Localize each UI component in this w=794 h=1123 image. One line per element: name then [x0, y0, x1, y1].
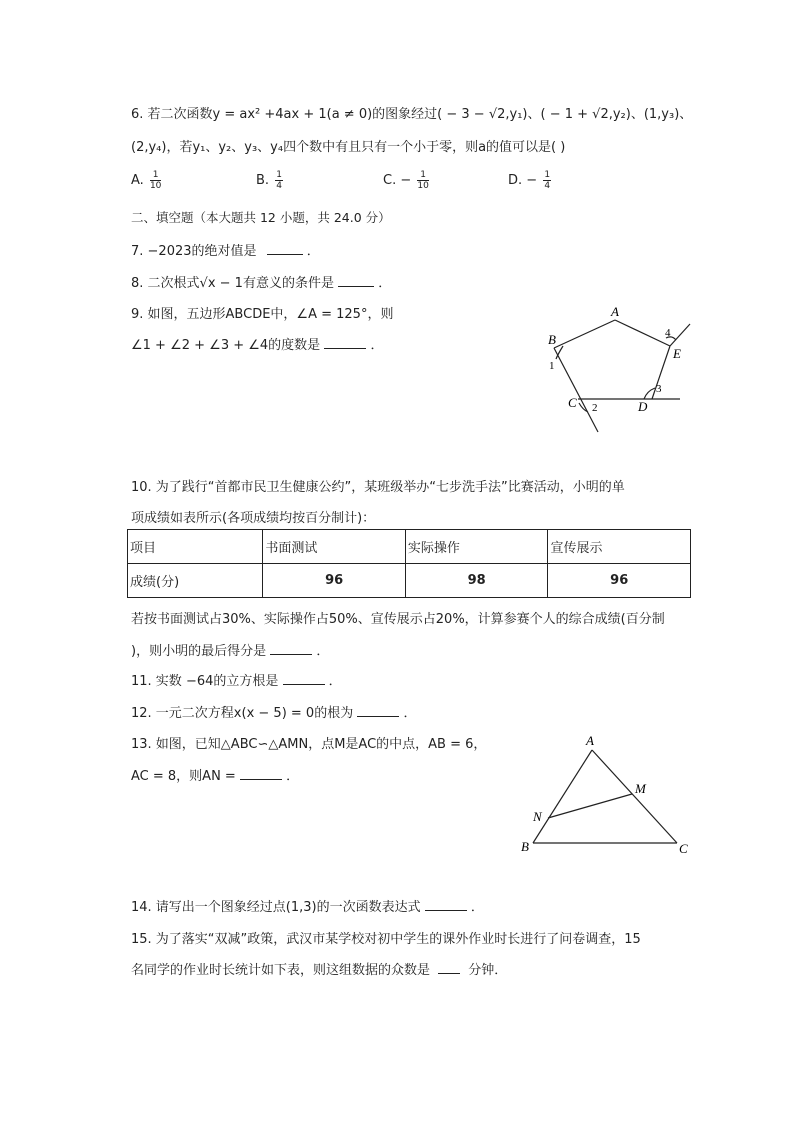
option-letter: D.	[508, 173, 523, 188]
q6-line2: (2,y₄)，若y₁、y₂、y₃、y₄四个数中有且只有一个小于零，则a的值可以是( )	[131, 140, 566, 155]
q14-blank	[425, 898, 467, 911]
angle-1: 1	[549, 360, 555, 372]
q11-blank	[283, 672, 325, 685]
table-header-cell: 项目	[128, 530, 263, 564]
option-sign: −	[400, 173, 412, 188]
q13-blank	[240, 767, 282, 780]
q7-blank	[267, 242, 303, 255]
q12-blank	[357, 704, 399, 717]
q7	[131, 240, 320, 259]
label-c: C	[568, 395, 577, 410]
table-cell: 96	[263, 564, 406, 598]
q11	[131, 670, 342, 689]
label-a: A	[586, 733, 594, 748]
q10-text: )，则小明的最后得分是	[131, 644, 267, 659]
angle-2: 2	[592, 402, 598, 414]
q9-line2	[131, 334, 383, 353]
q13-line2	[131, 765, 299, 784]
q15-end: 分钟．	[468, 963, 508, 978]
q8-text: 8. 二次根式√x − 1有意义的条件是	[131, 276, 334, 291]
triangle-figure	[515, 730, 705, 860]
q8	[131, 272, 391, 291]
label-c: C	[679, 841, 688, 856]
q12-end: ．	[403, 706, 417, 721]
q8-blank	[338, 274, 374, 287]
q15-text: 名同学的作业时长统计如下表，则这组数据的众数是	[131, 963, 431, 978]
q12-text: 12. 一元二次方程x(x − 5) = 0的根为	[131, 706, 354, 721]
q9-end: ．	[370, 338, 384, 353]
q9-blank	[324, 336, 366, 349]
table-header-cell: 书面测试	[263, 530, 406, 564]
q15-line2	[131, 959, 507, 978]
q10-end: ．	[316, 644, 330, 659]
option-fraction: $\frac{1}{10}$	[149, 170, 162, 191]
option-letter: B.	[256, 173, 270, 188]
score-table	[127, 529, 691, 598]
table-header-row	[128, 530, 691, 564]
q12	[131, 702, 417, 721]
option-sign: −	[526, 173, 538, 188]
q7-text: 7. −2023的绝对值是	[131, 244, 257, 259]
q10-line1: 10. 为了践行“首都市民卫生健康公约”，某班级举办“七步洗手法”比赛活动，小明的单	[131, 480, 625, 495]
option-fraction: $\frac{1}{10}$	[417, 170, 429, 191]
table-header-cell: 宣传展示	[548, 530, 691, 564]
label-d: D	[638, 399, 648, 414]
q10-line3: 若按书面测试占30%、实际操作占50%、宣传展示占20%，计算参赛个人的综合成绩(百分制	[131, 612, 665, 627]
q15-line1: 15. 为了落实“双减”政策，武汉市某学校对初中学生的课外作业时长进行了问卷调查，15	[131, 932, 641, 947]
q10-line4	[131, 640, 329, 659]
q11-end: ．	[328, 674, 342, 689]
table-cell: 成绩(分)	[128, 564, 263, 598]
angle-3: 3	[656, 383, 662, 395]
label-e: E	[673, 346, 681, 361]
option-letter: C.	[383, 173, 397, 188]
q14	[131, 896, 484, 915]
q6-option-d	[508, 170, 553, 191]
q13-line1: 13. 如图，已知△ABC∽△AMN，点M是AC的中点，AB = 6，	[131, 737, 487, 752]
option-fraction: $\frac{1}{4}$	[544, 170, 551, 191]
label-b: B	[521, 839, 529, 854]
q6-option-c	[383, 170, 431, 191]
q14-end: ．	[470, 900, 484, 915]
label-n: N	[533, 809, 542, 824]
section-header: 二、填空题（本大题共 12 小题，共 24.0 分）	[131, 210, 391, 225]
q10-line2: 项成绩如表所示(各项成绩均按百分制计)：	[131, 511, 376, 526]
pentagon-figure	[530, 300, 730, 440]
table-cell: 98	[405, 564, 548, 598]
label-a: A	[611, 304, 619, 319]
option-fraction: $\frac{1}{4}$	[276, 170, 282, 191]
label-b: B	[548, 332, 556, 347]
q14-text: 14. 请写出一个图象经过点(1,3)的一次函数表达式	[131, 900, 421, 915]
angle-4: 4	[665, 327, 671, 339]
q13-end: ．	[286, 769, 300, 784]
q10-blank	[270, 642, 312, 655]
q6-option-a	[131, 170, 163, 191]
q6-option-b	[256, 170, 285, 191]
table-cell: 96	[548, 564, 691, 598]
q13-text: AC = 8，则AN =	[131, 769, 236, 784]
q15-blank	[438, 961, 460, 974]
q6-line1: 6. 若二次函数y = ax² +4ax + 1(a ≠ 0)的图象经过( − 3 − √2,y₁)、( − 1 + √2,y₂)、(1,y₃)、	[131, 107, 693, 122]
q8-end: ．	[378, 276, 392, 291]
q11-text: 11. 实数 −64的立方根是	[131, 674, 279, 689]
label-m: M	[635, 781, 646, 796]
table-row	[128, 564, 691, 598]
option-letter: A.	[131, 173, 144, 188]
q9-text: ∠1 + ∠2 + ∠3 + ∠4的度数是	[131, 338, 321, 353]
table-header-cell: 实际操作	[405, 530, 548, 564]
q9-line1: 9. 如图，五边形ABCDE中，∠A = 125°，则	[131, 307, 394, 322]
q7-end: ．	[306, 244, 320, 259]
